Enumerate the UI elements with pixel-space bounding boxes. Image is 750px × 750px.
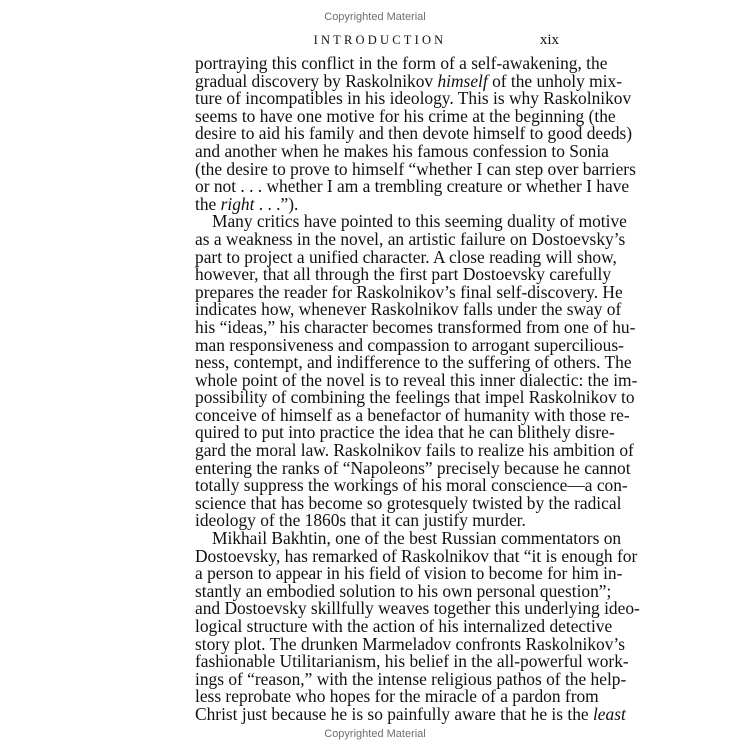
text-line: and another when he makes his famous confession to Sonia bbox=[195, 140, 609, 161]
text-line: as a weakness in the novel, an artistic failure on Dostoevsky’s bbox=[195, 228, 626, 249]
text-line: part to project a unified character. A close reading will show, bbox=[195, 246, 617, 267]
text-run: the bbox=[195, 193, 221, 214]
italic-emphasis: right bbox=[220, 193, 255, 214]
italic-emphasis: least bbox=[592, 703, 626, 724]
text-line: story plot. The drunken Marmeladov confronts Raskolnikov’s bbox=[195, 633, 626, 654]
text-line: conceive of himself as a benefactor of humanity with those re- bbox=[195, 404, 630, 425]
copyright-watermark-top: Copyrighted Material bbox=[324, 11, 426, 23]
text-line: seems to have one motive for his crime at the beginning (the bbox=[195, 105, 616, 126]
text-line: ings of “reason,” with the intense religious pathos of the help- bbox=[195, 668, 627, 689]
text-line: entering the ranks of “Napoleons” precisely because he cannot bbox=[195, 457, 631, 478]
text-line: logical structure with the action of his internalized detective bbox=[195, 616, 613, 636]
text-line: prepares the reader for Raskolnikov’s final self-discovery. He bbox=[195, 281, 623, 302]
text-line: portraying this conflict in the form of a self-awakening, the bbox=[195, 53, 608, 73]
page-number: xix bbox=[539, 32, 559, 48]
text-line: ness, contempt, and indifference to the suffering of others. The bbox=[195, 352, 632, 373]
text-run: . . .”). bbox=[254, 193, 299, 214]
text-line: or not . . . whether I am a trembling creature or whether I have bbox=[195, 176, 630, 197]
text-line: stantly an embodied solution to his own personal question”; bbox=[195, 580, 612, 601]
text-line: however, that all through the first part Dostoevsky carefully bbox=[195, 264, 612, 285]
text-run: of the unholy mix- bbox=[487, 70, 622, 91]
text-line bbox=[195, 703, 626, 724]
text-line: and Dostoevsky skillfully weaves together this underlying ideo- bbox=[195, 598, 640, 619]
text-run: gradual discovery by Raskolnikov bbox=[195, 70, 438, 91]
text-line: possibility of combining the feelings that impel Raskolnikov to bbox=[195, 387, 635, 408]
text-line: a person to appear in his field of vision to become for him in- bbox=[195, 563, 623, 584]
text-line: science that has become so grotesquely twisted by the radical bbox=[195, 492, 622, 513]
text-line: (the desire to prove to himself “whether I can step over barriers bbox=[195, 158, 636, 179]
text-line: whole point of the novel is to reveal this inner dialectic: the im- bbox=[195, 369, 638, 390]
text-line: quired to put into practice the idea that he can blithely disre- bbox=[195, 422, 615, 443]
text-line: indicates how, whenever Raskolnikov falls under the sway of bbox=[195, 299, 622, 320]
copyright-watermark-bottom: Copyrighted Material bbox=[324, 728, 426, 740]
text-line: desire to aid his family and then devote himself to good deeds) bbox=[195, 123, 633, 144]
text-line: fashionable Utilitarianism, his belief in the all-powerful work- bbox=[195, 651, 629, 672]
body-text bbox=[195, 53, 640, 724]
text-line: less reprobate who hopes for the miracle of a pardon from bbox=[195, 686, 599, 707]
text-run: Christ just because he is so painfully aware that he is the bbox=[195, 703, 593, 724]
text-line: ture of incompatibles in his ideology. This is why Raskolnikov bbox=[195, 88, 632, 109]
text-line: man responsiveness and compassion to arrogant supercilious- bbox=[195, 334, 624, 355]
text-line: totally suppress the workings of his moral conscience—a con- bbox=[195, 475, 628, 496]
text-line: ideology of the 1860s that it can justify murder. bbox=[195, 510, 526, 531]
text-line: Dostoevsky, has remarked of Raskolnikov that “it is enough for bbox=[195, 545, 638, 566]
running-head bbox=[195, 31, 559, 49]
italic-emphasis: himself bbox=[437, 70, 488, 91]
text-line: his “ideas,” his character becomes transformed from one of hu- bbox=[195, 316, 636, 337]
chapter-title: INTRODUCTION bbox=[313, 33, 447, 47]
text-line: Many critics have pointed to this seeming duality of motive bbox=[212, 211, 627, 232]
text-line: Mikhail Bakhtin, one of the best Russian commentators on bbox=[212, 528, 622, 549]
text-line: gard the moral law. Raskolnikov fails to realize his ambition of bbox=[195, 440, 634, 461]
